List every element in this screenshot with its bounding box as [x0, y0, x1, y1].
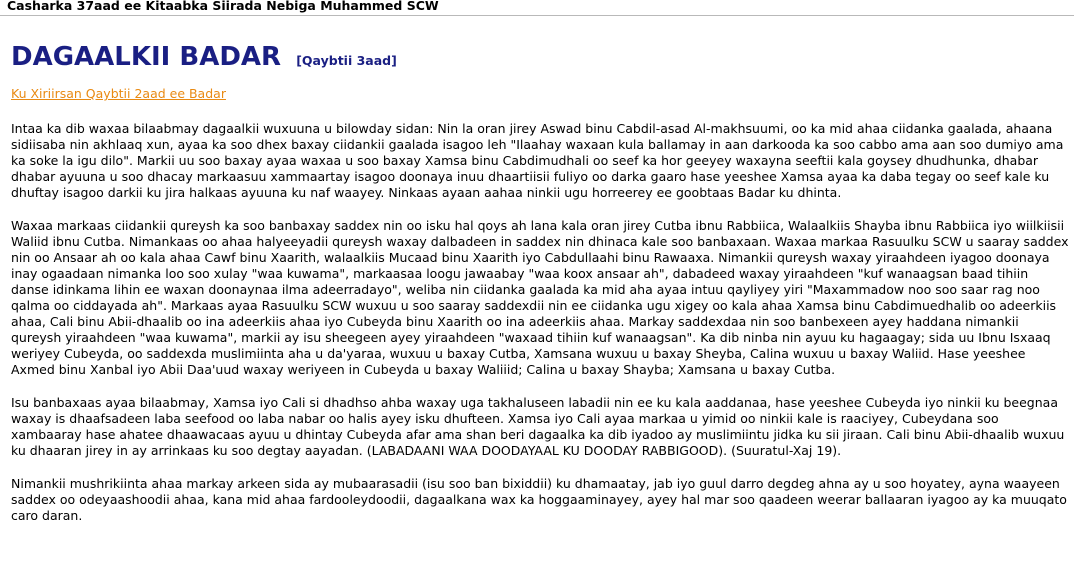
previous-part-link[interactable]: Ku Xiriirsan Qaybtii 2aad ee Badar — [11, 86, 226, 101]
article-title: DAGAALKII BADAR — [11, 42, 282, 72]
article-body — [11, 121, 1069, 541]
paragraph-1: Intaa ka dib waxaa bilaabmay dagaalkii wuxuuna u bilowday sidan: Nin la oran jirey Aswad binu Cabdil-asad Al-makhsuumi, oo ka mid ahaa ciidanka gaalada, ahaana sidiisaba nin akhlaaq xun, ayaa ka soo dhex baxay ciidankii gaalada isagoo leh "Ilaahay waxaan kula ballamay in aan darkooda ka soo cabbo ama aan soo dumiyo ama ka soke la igu dilo". Markii uu soo baxay ayaa waxaa u soo baxay Xamsa binu Cabdimudhali oo seef ka hor geeyey waxayna seeftii kala goysey dhudhunka, dhabar dhabar ayuuna u soo dhacay markaasuu xammaartay isagoo doonaya inuu dhaartiisii fuliyo oo darka gaaro hase yeeshee Xamsa ayaa ka daba tegay oo seef kale ku dhuftay isagoo darkii ku jira halkaas ayuuna ku naf waayey. Ninkaas ayaan aahaa ninkii ugu horreerey ee goobtaas Badar ku dhinta. — [11, 121, 1064, 200]
page-title — [11, 35, 397, 73]
article-subtitle: [Qaybtii 3aad] — [296, 53, 397, 68]
page-header-bar — [0, 0, 1074, 16]
paragraph-2: Waxaa markaas ciidankii qureysh ka soo banbaxay saddex nin oo isku hal qoys ah lana kala oran jirey Cutba ibnu Rabbiica, Walaalkiis Shayba ibnu Rabbiica iyo wiilkiisii Waliid ibnu Cutba. Nimankaas oo ahaa halyeeyadii qureysh waxay dalbadeen in saddex nin dhinaca kale soo banbaxaan. Waxaa markaa Rasuulku SCW u saaray saddex nin oo Ansaar ah oo kala ahaa Cawf binu Xaarith, walaalkiis Mucaad binu Xaarith iyo Cabdullaahi binu Rawaaxa. Nimankii qureysh waxay yiraahdeen iyagoo doonaya inay ogaadaan nimanka loo soo xulay "waa kuwama", markaasaa loogu jawaabay "waa koox ansaar ah", dabadeed waxay yiraahdeen "kuf wanaagsan baad tihiin danse idinkama lihin ee waxan doonaynaa ilma adeerradayo", weliba nin ciidanka gaalada ka mid aha ayaa intuu qayliyey yiri "Maxammadow noo soo saar rag noo qalma oo ciddayada ah". Markaas ayaa Rasuulku SCW wuxuu u soo saaray saddexdii nin ee ciidanka ugu xigey oo kala ahaa Xamsa binu Cabdimuedhalib oo adeerkiis ahaa, Cali binu Abii-dhaalib oo ina adeerkiis ahaa iyo Cubeyda binu Xaarith oo ina adeerkiis ahaa. Markay saddexdaa nin soo banbexeen ayey haddana nimankii qureysh yiraahdeen "waa kuwama", markii ay isu sheegeen ayey yiraahdeen "waxaad tihiin kuf wanaagsan". Ka dib ninba nin ayuu ku hagaagay; sida uu Ibnu Isxaaq weriyey Cubeyda, oo saddexda muslimiinta aha u da'yaraa, wuxuu u baxay Cutba, Xamsana wuxuu u baxay Sheyba, Calina wuxuu u baxay Waliid. Hase yeeshee Axmed binu Xanbal iyo Abii Daa'uud waxay weriyeen in Cubeyda u baxay Waliiid; Calina u baxay Shayba; Xamsana u baxay Cutba. — [11, 218, 1069, 377]
course-title: Casharka 37aad ee Kitaabka Siirada Nebiga Muhammed SCW — [7, 0, 439, 13]
paragraph-3: Isu banbaxaas ayaa bilaabmay, Xamsa iyo Cali si dhadhso ahba waxay uga takhaluseen labadii nin ee ku kala aaddanaa, hase yeeshee Cubeyda iyo ninkii ku beegnaa waxay is dhaafsadeen laba seefood oo laba nabar oo halis ayey isku dhufteen. Xamsa iyo Cali ayaa markaa u yimid oo ninkii kale is raaciyey, Cubeydana soo xambaaray hase ahatee dhaawacaas ayuu u dhintay Cubeyda afar ama shan beri dagaalka ka dib iyadoo ay muslimiintu jidka ku sii jiraan. Cali binu Abii-dhaalib wuxuu ku dhaaran jirey in ay arrinkaas ku soo degtay aayadan. (LABADAANI WAA DOODAYAAL KU DOODAY RABBIGOOD). (Suuratul-Xaj 19). — [11, 395, 1065, 458]
paragraph-4: Nimankii mushrikiinta ahaa markay arkeen sida ay mubaarasadii (isu soo ban bixiddii) ku dhamaatay, jab iyo guul darro degdeg ahna ay u soo hoyatey, ayna waayeen saddex oo odeyaashoodii ahaa, kana mid ahaa fardooleydoodii, dagaalkana wax ka hoggaaminayey, ayey hal mar soo qaadeen weerar ballaaran iyagoo ay ka muuqato caro daran. — [11, 476, 1067, 523]
